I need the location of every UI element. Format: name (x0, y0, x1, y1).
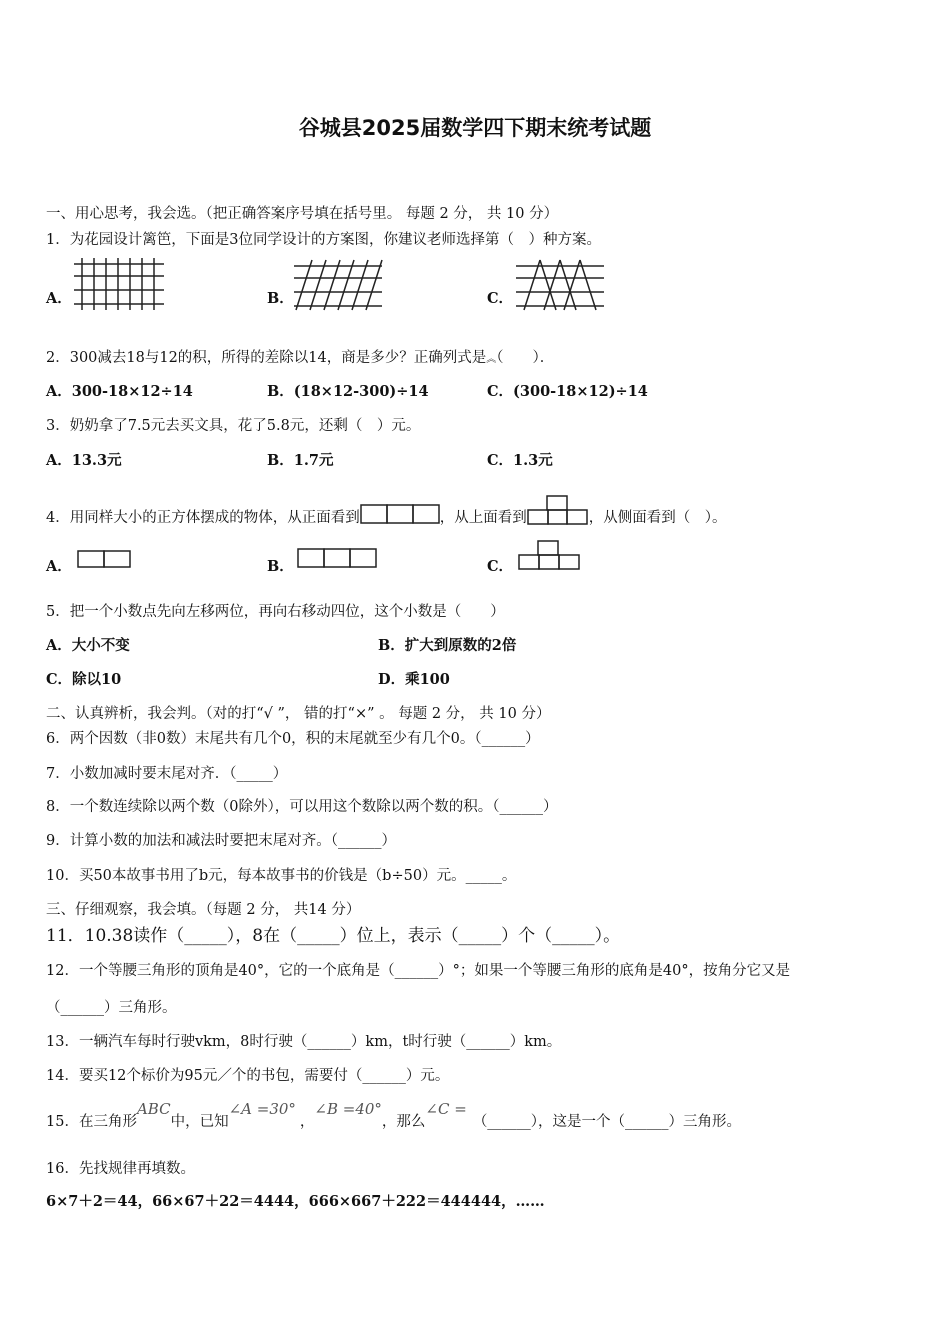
fence-slanted-b (292, 258, 384, 312)
question-7: 7．小数加减时要末尾对齐．（_____） (46, 766, 288, 782)
q5-option-d: D．乘100 (378, 671, 450, 688)
q1-option-b: B． (267, 290, 294, 307)
q5-option-a: A．大小不变 (46, 637, 130, 654)
q2-text: 2．300减去18与12的积，所得的差除以14，商是多少？正确列式是 (46, 350, 487, 366)
q15-part4: （______），这是一个（______）三角形。 (472, 1114, 742, 1130)
top-view-figure (527, 495, 589, 525)
q3-option-c: C．1.3元 (487, 452, 553, 469)
q4-part1: 4．用同样大小的正方体摆成的物体，从正面看到 (46, 510, 360, 526)
q2-option-c: C．(300-18×12)÷14 (487, 383, 648, 400)
question-12-continued: （______）三角形。 (46, 1000, 177, 1016)
q1-option-c: C． (487, 290, 514, 307)
question-14: 14．要买12个标价为95元／个的书包，需要付（______）元。 (46, 1068, 450, 1084)
q15-comma: ， (299, 1114, 315, 1130)
q15-part3: ，那么 (381, 1114, 426, 1130)
q3-option-b: B．1.7元 (267, 452, 334, 469)
q2-chevron-mark: ︽ (486, 354, 497, 365)
q15-triangle-abc: ABC (136, 1100, 171, 1118)
question-10: 10．买50本故事书用了b元，每本故事书的价钱是（b÷50）元。_____。 (46, 868, 517, 884)
q15-angle-b: ∠B =40° (314, 1100, 382, 1118)
q15-part2: 中，已知 (170, 1114, 229, 1130)
side-view-option-a (76, 549, 132, 569)
side-view-option-c (517, 539, 581, 571)
q3-option-a: A．13.3元 (46, 452, 122, 469)
q2-option-a: A．300-18×12÷14 (46, 383, 193, 400)
q15-angle-a: ∠A =30° (228, 1100, 296, 1118)
q2-tail: （ ）． (496, 350, 555, 366)
q4-part2: ，从上面看到 (439, 510, 527, 526)
question-1: 1．为花园设计篱笆，下面是3位同学设计的方案图，你建议老师选择第（ ）种方案。 (46, 232, 601, 248)
q1-option-a: A． (46, 290, 72, 307)
q4-option-c: C． (487, 558, 514, 575)
q5-option-c: C．除以10 (46, 671, 122, 688)
q15-angle-c: ∠C = (425, 1100, 467, 1118)
question-16-pattern: 6×7＋2＝44，66×67＋22＝4444，666×667＋222＝444444，…… (46, 1193, 545, 1210)
section-2-heading: 二、认真辨析，我会判。（对的打“√ ”， 错的打“×” 。 每题 2 分， 共 10 分） (46, 706, 551, 722)
fence-crossed-c (514, 258, 606, 312)
question-9: 9．计算小数的加法和减法时要把末尾对齐。（______） (46, 833, 396, 849)
question-15 (46, 1100, 742, 1131)
fence-grid-a (74, 258, 166, 312)
q4-option-b: B． (267, 558, 294, 575)
q2-option-b: B．(18×12-300)÷14 (267, 383, 429, 400)
section-1-heading: 一、用心思考，我会选。（把正确答案序号填在括号里。 每题 2 分， 共 10 分） (46, 206, 559, 222)
question-5: 5．把一个小数点先向左移两位，再向右移动四位，这个小数是（ ） (46, 604, 505, 620)
question-3: 3．奶奶拿了7.5元去买文具，花了5.8元，还剩（ ）元。 (46, 418, 421, 434)
q5-option-b: B．扩大到原数的2倍 (378, 637, 517, 654)
page-title: 谷城县2025届数学四下期末统考试题 (298, 116, 652, 140)
q4-option-a: A． (46, 558, 72, 575)
section-3-heading: 三、仔细观察，我会填。（每题 2 分， 共14 分） (46, 902, 361, 918)
q4-part3: ，从侧面看到（ ）。 (588, 510, 727, 526)
question-13: 13．一辆汽车每时行驶vkm，8时行驶（______）km，t时行驶（______）km。 (46, 1034, 562, 1050)
question-6: 6．两个因数（非0数）末尾共有几个0，积的末尾就至少有几个0。（______） (46, 731, 540, 747)
question-12: 12．一个等腰三角形的顶角是40°，它的一个底角是（______）°；如果一个等腰三角形的底角是40°，按角分它又是 (46, 963, 791, 979)
side-view-option-b (296, 547, 378, 569)
front-view-figure (360, 503, 440, 525)
question-4 (46, 495, 726, 527)
question-2 (46, 346, 554, 367)
question-16: 16．先找规律再填数。 (46, 1161, 195, 1177)
question-8: 8．一个数连续除以两个数（0除外），可以用这个数除以两个数的积。（______） (46, 799, 558, 815)
question-11: 11．10.38读作（_____），8在（_____）位上，表示（_____）个（_____）。 (46, 926, 621, 946)
q15-part1: 15．在三角形 (46, 1114, 137, 1130)
